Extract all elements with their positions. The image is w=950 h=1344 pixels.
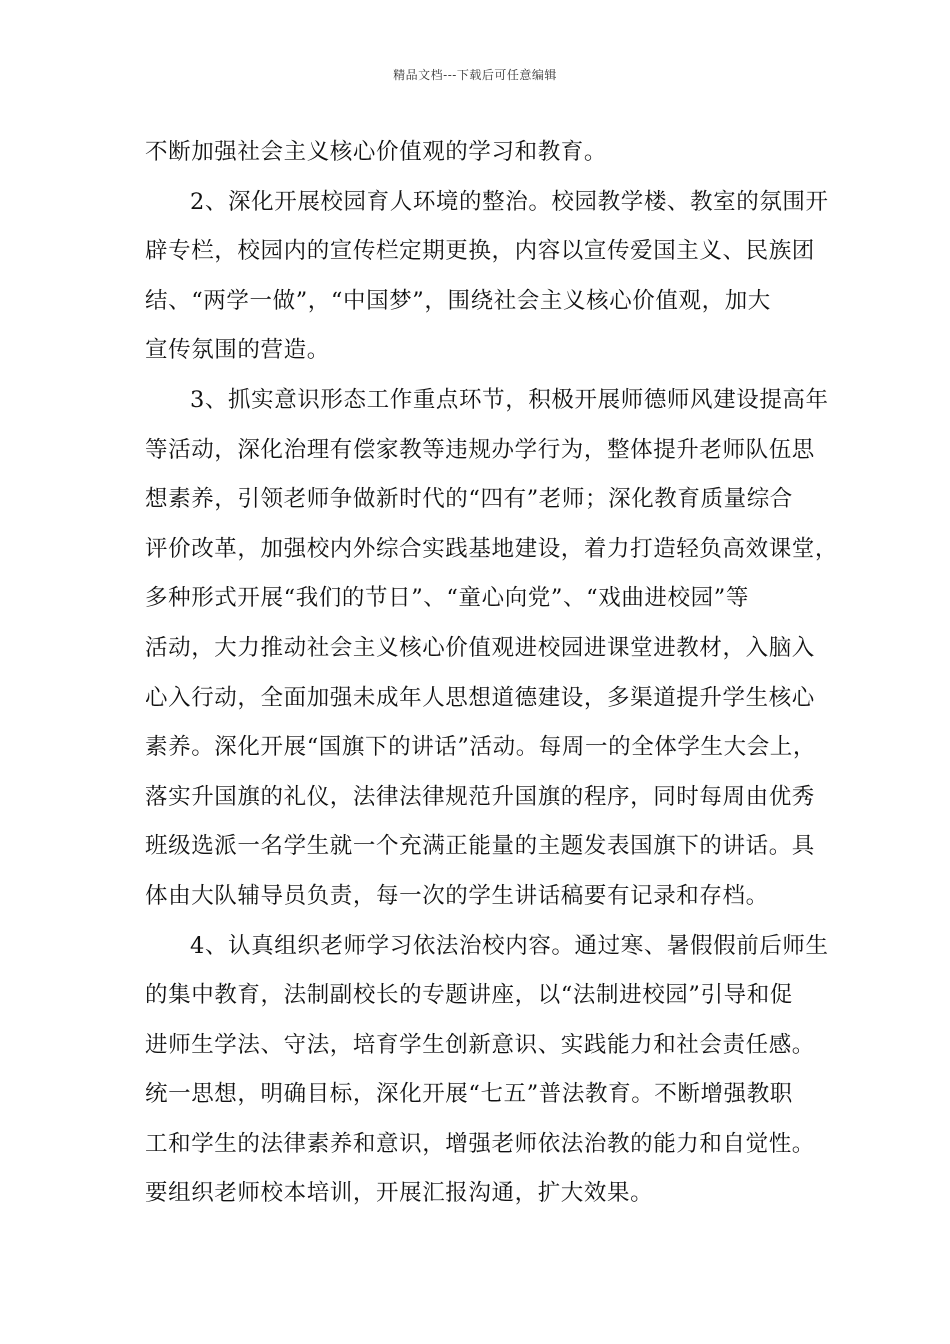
text-line: 等活动，深化治理有偿家教等违规办学行为，整体提升老师队伍思 <box>145 436 815 463</box>
text-line: 宣传氛围的营造。 <box>145 337 330 364</box>
text-line: 统一思想，明确目标，深化开展“七五”普法教育。不断增强教职 <box>145 1081 793 1108</box>
document-body <box>145 132 839 1223</box>
text-line: 不断加强社会主义核心价值观的学习和教育。 <box>145 139 608 165</box>
text-line: 心入行动，全面加强未成年人思想道德建设，多渠道提升学生核心 <box>145 684 815 711</box>
text-line: 3、抓实意识形态工作重点环节，积极开展师德师风建设提高年 <box>190 386 829 413</box>
text-line: 评价改革，加强校内外综合实践基地建设，着力打造轻负高效课堂， <box>145 535 839 562</box>
text-line: 多种形式开展“我们的节日”、“童心向党”、“戏曲进校园”等 <box>145 585 749 612</box>
text-line: 落实升国旗的礼仪，法律法律规范升国旗的程序，同时每周由优秀 <box>145 783 815 810</box>
text-line: 2、深化开展校园育人环境的整治。校园教学楼、教室的氛围开 <box>190 188 829 215</box>
page-header: 精品文档---下载后可任意编辑 <box>393 68 557 82</box>
text-line: 进师生学法、守法，培育学生创新意识、实践能力和社会责任感。 <box>145 1031 815 1058</box>
text-line: 的集中教育，法制副校长的专题讲座，以“法制进校园”引导和促 <box>145 982 793 1009</box>
text-line: 想素养，引领老师争做新时代的“四有”老师；深化教育质量综合 <box>145 486 793 513</box>
text-line: 活动，大力推动社会主义核心价值观进校园进课堂进教材，入脑入 <box>145 634 815 661</box>
text-line: 结、“两学一做”，“中国梦”，围绕社会主义核心价值观，加大 <box>145 287 771 314</box>
text-line: 体由大队辅导员负责，每一次的学生讲话稿要有记录和存档。 <box>145 882 769 909</box>
text-line: 辟专栏，校园内的宣传栏定期更换，内容以宣传爱国主义、民族团 <box>145 238 815 265</box>
text-line: 4、认真组织老师学习依法治校内容。通过寒、暑假假前后师生 <box>190 932 829 959</box>
text-line: 工和学生的法律素养和意识，增强老师依法治教的能力和自觉性。 <box>145 1130 815 1157</box>
text-line: 素养。深化开展“国旗下的讲话”活动。每周一的全体学生大会上， <box>145 734 817 761</box>
text-line: 班级选派一名学生就一个充满正能量的主题发表国旗下的讲话。具 <box>145 833 815 860</box>
text-line: 要组织老师校本培训，开展汇报沟通，扩大效果。 <box>145 1180 654 1207</box>
